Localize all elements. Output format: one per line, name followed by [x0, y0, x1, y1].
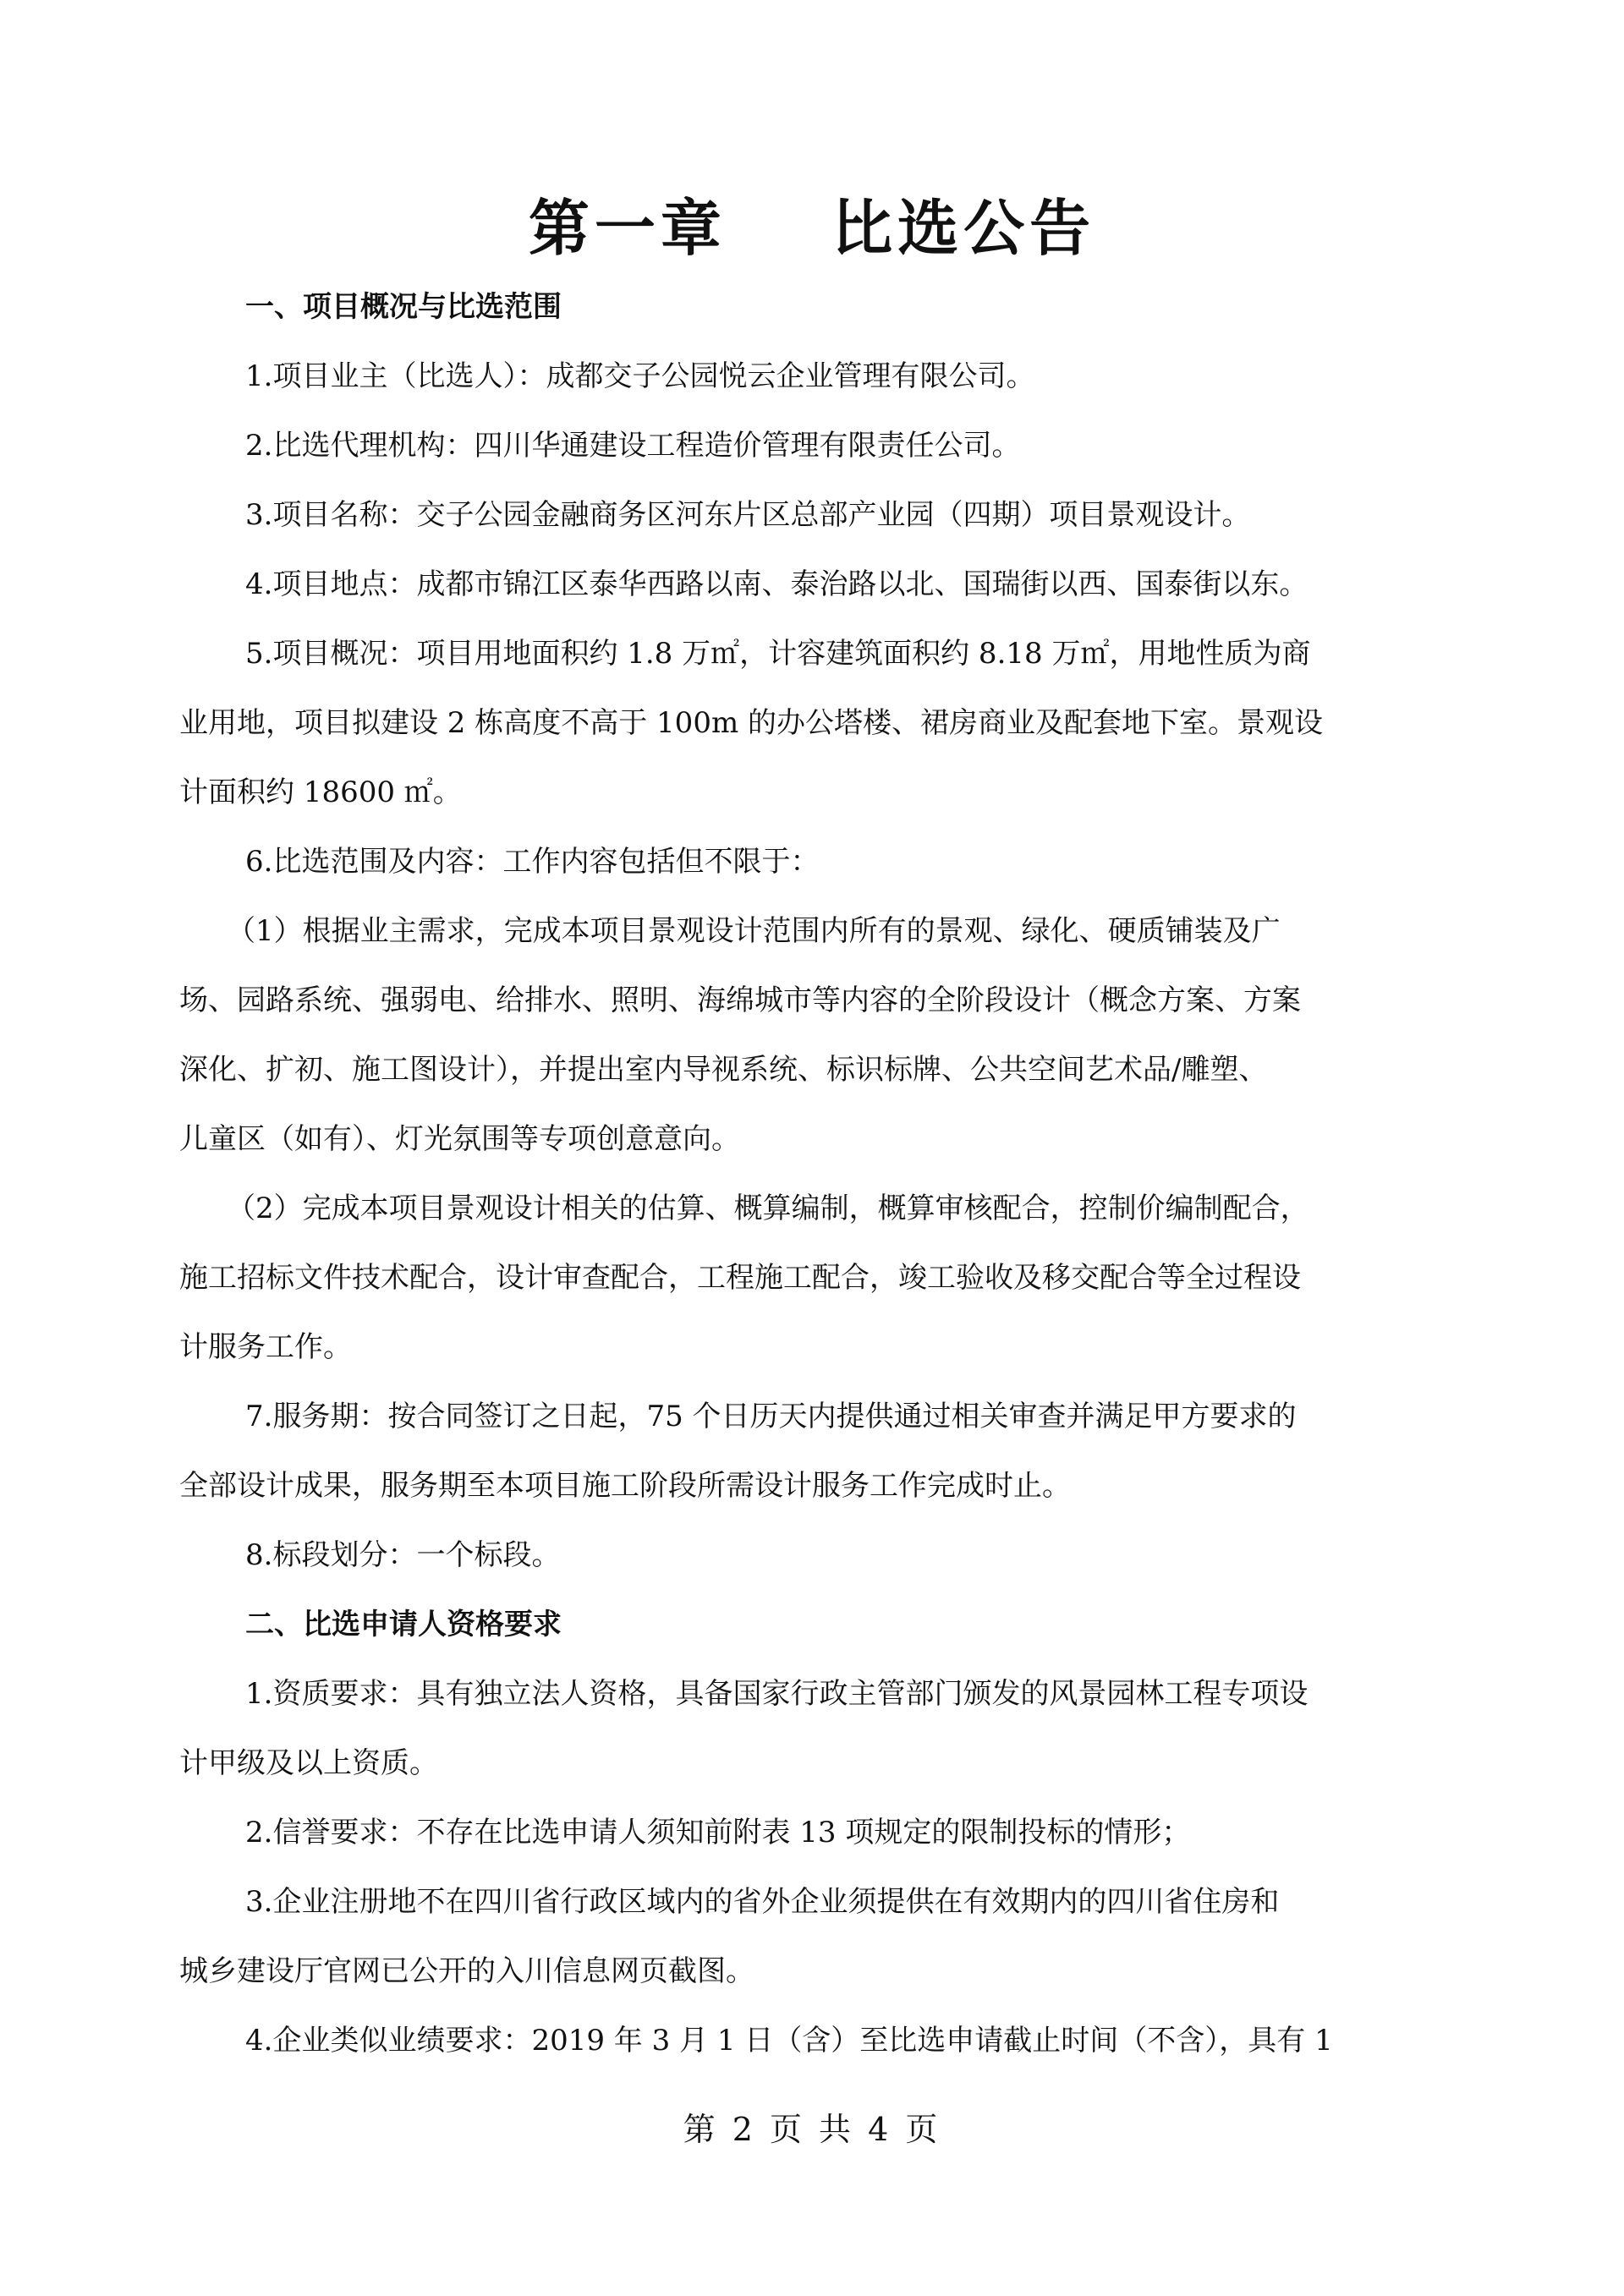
paragraph-line: 7.服务期：按合同签订之日起，75 个日历天内提供通过相关审查并满足甲方要求的	[245, 1400, 1297, 1433]
paragraph-line: 3.企业注册地不在四川省行政区域内的省外企业须提供在有效期内的四川省住房和	[245, 1885, 1280, 1919]
paragraph-line: 2.比选代理机构：四川华通建设工程造价管理有限责任公司。	[245, 429, 1021, 463]
paragraph-line: 施工招标文件技术配合，设计审查配合，工程施工配合，竣工验收及移交配合等全过程设	[179, 1261, 1301, 1295]
section-heading: 二、比选申请人资格要求	[245, 1608, 562, 1641]
paragraph-line: 2.信誉要求：不存在比选申请人须知前附表 13 项规定的限制投标的情形；	[245, 1816, 1191, 1849]
paragraph-line: 计面积约 18600 ㎡。	[179, 775, 462, 809]
paragraph-line: 1.项目业主（比选人）：成都交子公园悦云企业管理有限公司。	[245, 359, 1035, 393]
paragraph-line: 6.比选范围及内容：工作内容包括但不限于：	[245, 845, 820, 879]
paragraph-line: 3.项目名称：交子公园金融商务区河东片区总部产业园（四期）项目景观设计。	[245, 498, 1251, 532]
paragraph-line: 8.标段划分：一个标段。	[245, 1538, 561, 1572]
paragraph-line: 城乡建设厅官网已公开的入川信息网页截图。	[179, 1954, 754, 1988]
paragraph-line: 4.企业类似业绩要求：2019 年 3 月 1 日（含）至比选申请截止时间（不含），具有 1	[245, 2024, 1333, 2058]
paragraph-line: 计服务工作。	[179, 1330, 352, 1364]
paragraph-line: 全部设计成果，服务期至本项目施工阶段所需设计服务工作完成时止。	[179, 1469, 1071, 1503]
paragraph-line: 1.资质要求：具有独立法人资格，具备国家行政主管部门颁发的风景园林工程专项设	[245, 1677, 1309, 1711]
paragraph-line: （2）完成本项目景观设计相关的估算、概算编制，概算审核配合，控制价编制配合，	[227, 1192, 1309, 1225]
paragraph-line: 业用地，项目拟建设 2 栋高度不高于 100m 的办公塔楼、裙房商业及配套地下室。景观设	[179, 706, 1323, 740]
paragraph-line: 4.项目地点：成都市锦江区泰华西路以南、泰治路以北、国瑞街以西、国泰街以东。	[245, 567, 1309, 601]
paragraph-line: 5.项目概况：项目用地面积约 1.8 万㎡，计容建筑面积约 8.18 万㎡，用地性质为商	[245, 637, 1311, 671]
chapter-title: 第一章 比选公告	[528, 193, 1096, 264]
paragraph-line: 计甲级及以上资质。	[179, 1746, 438, 1780]
page-number: 第 2 页 共 4 页	[683, 2111, 941, 2148]
paragraph-line: 儿童区（如有）、灯光氛围等专项创意意向。	[179, 1122, 740, 1156]
section-heading: 一、项目概况与比选范围	[245, 290, 562, 324]
paragraph-line: 场、园路系统、强弱电、给排水、照明、海绵城市等内容的全阶段设计（概念方案、方案	[179, 984, 1301, 1017]
paragraph-line: （1）根据业主需求，完成本项目景观设计范围内所有的景观、绿化、硬质铺装及广	[227, 914, 1281, 948]
paragraph-line: 深化、扩初、施工图设计），并提出室内导视系统、标识标牌、公共空间艺术品/雕塑、	[179, 1053, 1268, 1087]
